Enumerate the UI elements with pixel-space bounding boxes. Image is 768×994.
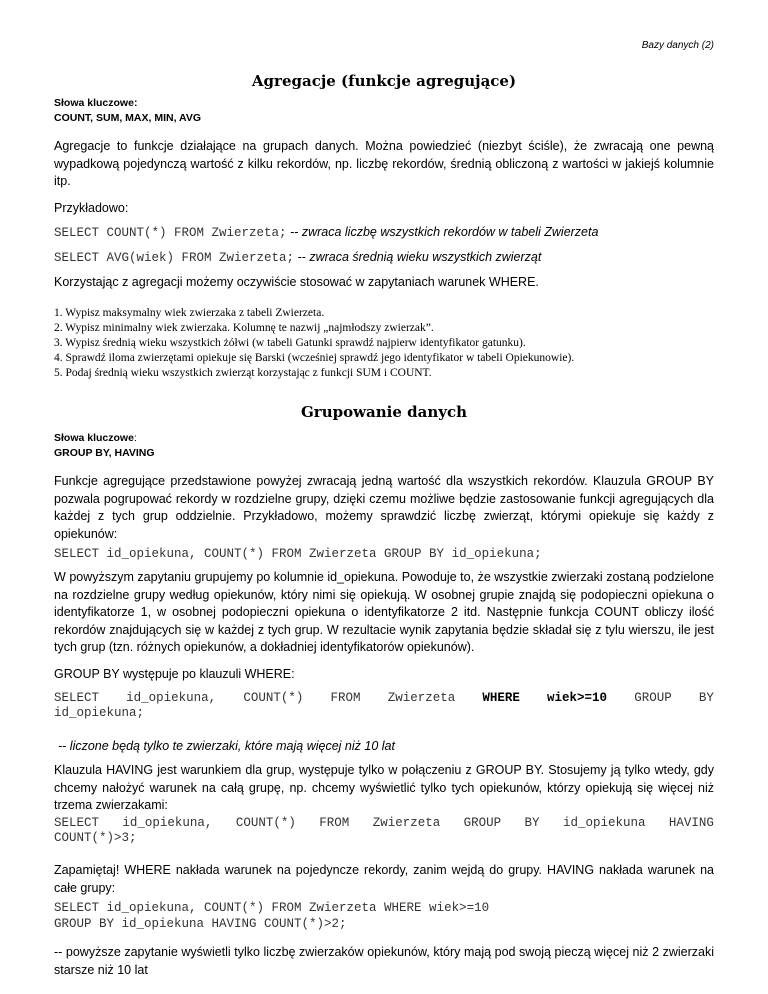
code-line: COUNT(*)>3; bbox=[54, 831, 137, 845]
code-token: Zwierzeta bbox=[372, 816, 441, 830]
keywords-list: GROUP BY, HAVING bbox=[54, 447, 155, 459]
example-avg bbox=[54, 249, 714, 268]
comment-avg: -- zwraca średnią wieku wszystkich zwierząt bbox=[294, 250, 542, 264]
code-token: COUNT(*) bbox=[243, 691, 304, 705]
code-token: id_opiekuna bbox=[562, 816, 646, 830]
groupby-after-where: GROUP BY występuje po klauzuli WHERE: bbox=[54, 667, 295, 681]
task-item: 1. Wypisz maksymalny wiek zwierzaka z tabeli Zwierzeta. bbox=[54, 307, 325, 319]
page-header: Bazy danych (2) bbox=[641, 40, 714, 51]
keywords-grouping bbox=[54, 431, 155, 461]
code-line bbox=[54, 816, 714, 830]
task-item: 3. Wypisz średnią wieku wszystkich żółwi (w tabeli Gatunki sprawdź najpierw identyfikator gatunku). bbox=[54, 337, 526, 349]
code-token-bold: wiek>=10 bbox=[547, 691, 608, 705]
code-token: SELECT bbox=[54, 691, 100, 705]
groupby-explanation: W powyższym zapytaniu grupujemy po kolumnie id_opiekuna. Powoduje to, że wszystkie zwierzaki zostaną podzielone na rozdzielne grupy według opiekunów, który nimi się opiekują. W osobnej grupie znajdą się podopieczni opiekuna o identyfikatorze 1, w osobnej podopieczni opiekuna o identyfikatorze 2 itd. Następnie funkcja COUNT obliczy ilość rekordów znajdujących się w każdej z tych grup. W rezultacie wynik zapytania będzie składał się z tylu wierszu, ile jest tych grup (tzn. różnych opiekunów, a dokładniej identyfikatorów opiekunów). bbox=[54, 570, 714, 654]
code-token: FROM bbox=[330, 691, 361, 705]
where-note: Korzystając z agregacji możemy oczywiście stosować w zapytaniach warunek WHERE. bbox=[54, 275, 539, 289]
keywords-colon: : bbox=[133, 432, 137, 444]
code-token: FROM bbox=[319, 816, 350, 830]
keywords-list: COUNT, SUM, MAX, MIN, AVG bbox=[54, 112, 201, 124]
code-token-bold: WHERE bbox=[482, 691, 520, 705]
code-token: SELECT bbox=[54, 816, 100, 830]
aggregation-intro: Agregacje to funkcje działające na grupach danych. Można powiedzieć (niezbyt ściśle), że zwracają one pewną wypadkową pojedynczą wartość z kilku rekordów, np. liczbę rekordów, średnią obliczoną z wartości w jakiejś kolumnie itp. bbox=[54, 139, 714, 188]
code-line: id_opiekuna; bbox=[54, 706, 145, 720]
task-list bbox=[54, 306, 714, 381]
example-groupby bbox=[54, 545, 714, 564]
code-token: GROUP bbox=[463, 816, 502, 830]
code-token: Zwierzeta bbox=[387, 691, 456, 705]
example-having bbox=[54, 816, 714, 846]
example-count bbox=[54, 224, 714, 243]
grouping-intro: Funkcje agregujące przedstawione powyżej zwracają jedną wartość dla wszystkich rekordów. Klauzula GROUP BY pozwala pogrupować rekordy w rozdzielne grupy, dzięki czemu możliwe będzie zastosowanie funkcji agregujących dla każdej z tych grup oddzielnie. Przykładowo, możemy sprawdzić liczbę zwierząt, którymi opiekuje się każdy z opiekunów: bbox=[54, 474, 714, 541]
section-title-grouping: Grupowanie danych bbox=[301, 403, 467, 421]
code-token: COUNT(*) bbox=[235, 816, 296, 830]
example-where-having bbox=[54, 900, 714, 932]
example-label: Przykładowo: bbox=[54, 201, 129, 215]
where-groupby-comment: -- liczone będą tylko te zwierzaki, które mają więcej niż 10 lat bbox=[58, 739, 395, 753]
code-line: SELECT id_opiekuna, COUNT(*) FROM Zwierzeta WHERE wiek>=10 bbox=[54, 901, 490, 915]
having-description: Klauzula HAVING jest warunkiem dla grup, występuje tylko w połączeniu z GROUP BY. Stosujemy ją tylko wtedy, gdy chcemy nałożyć warunek na całą grupę, np. chcemy wyświetlić tylko tych opiekunów, którzy opiekują się więcej niż trzema zwierzakami: bbox=[54, 763, 714, 812]
section-title-aggregation: Agregacje (funkcje agregujące) bbox=[251, 72, 517, 90]
code-token: GROUP bbox=[634, 691, 672, 705]
task-item: 4. Sprawdź iloma zwierzętami opiekuje się Barski (wcześniej sprawdź jego identyfikator w tabeli Opiekunowie). bbox=[54, 352, 575, 364]
keywords-label: Słowa kluczowe: bbox=[54, 97, 138, 109]
code-token: id_opiekuna, bbox=[122, 816, 213, 830]
keywords-label bbox=[54, 431, 155, 446]
final-comment: -- powyższe zapytanie wyświetli tylko liczbę zwierzaków opiekunów, który mają pod swoją pieczą więcej niż 2 zwierzaki starsze niż 10 lat bbox=[54, 945, 714, 977]
keywords-aggregation bbox=[54, 96, 201, 126]
code-token: BY bbox=[524, 816, 540, 830]
code-line bbox=[54, 691, 714, 705]
code-token: id_opiekuna, bbox=[126, 691, 217, 705]
task-item: 2. Wypisz minimalny wiek zwierzaka. Kolumnę te nazwij „najmłodszy zwierzak”. bbox=[54, 322, 434, 334]
code-groupby: SELECT id_opiekuna, COUNT(*) FROM Zwierzeta GROUP BY id_opiekuna; bbox=[54, 547, 542, 561]
code-count: SELECT COUNT(*) FROM Zwierzeta; bbox=[54, 226, 287, 240]
task-item: 5. Podaj średnią wieku wszystkich zwierząt korzystając z funkcji SUM i COUNT. bbox=[54, 367, 432, 379]
code-avg: SELECT AVG(wiek) FROM Zwierzeta; bbox=[54, 251, 295, 265]
comment-count: -- zwraca liczbę wszystkich rekordów w tabeli Zwierzeta bbox=[286, 225, 599, 239]
code-token: HAVING bbox=[668, 816, 714, 830]
example-where-groupby bbox=[54, 691, 714, 721]
code-line: GROUP BY id_opiekuna HAVING COUNT(*)>2; bbox=[54, 917, 347, 931]
remember-note: Zapamiętaj! WHERE nakłada warunek na pojedyncze rekordy, zanim wejdą do grupy. HAVING nakłada warunek na całe grupy: bbox=[54, 863, 714, 895]
keywords-label-text: Słowa kluczowe bbox=[54, 432, 134, 444]
code-token: BY bbox=[698, 691, 714, 705]
